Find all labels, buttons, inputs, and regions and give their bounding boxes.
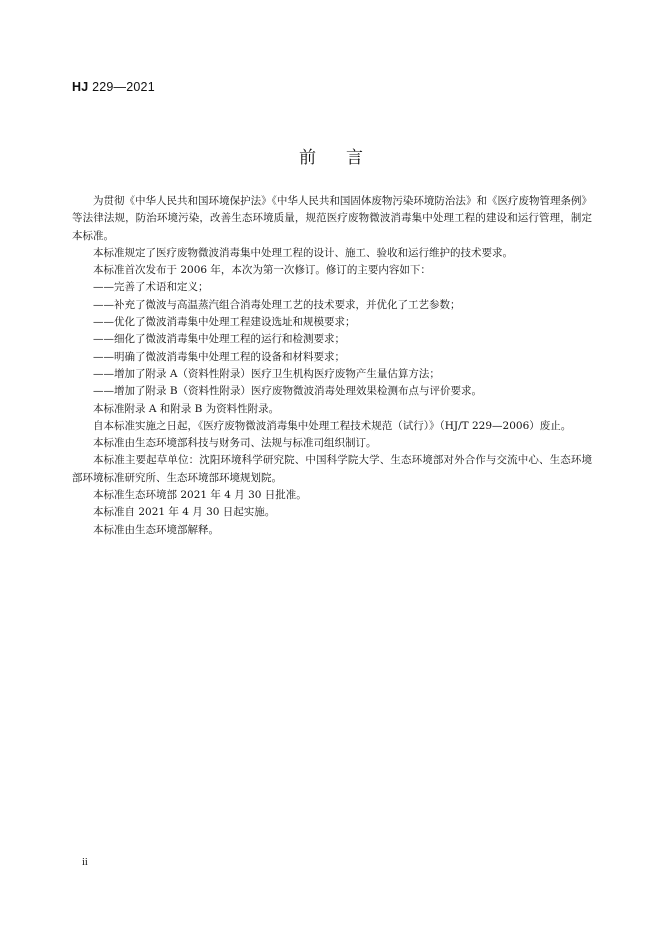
- revision-item: ——明确了微波消毒集中处理工程的设备和材料要求；: [93, 350, 345, 363]
- paragraph-revision-intro: 本标准首次发布于 2006 年，本次为第一次修订。修订的主要内容如下：: [93, 264, 431, 277]
- standard-code-prefix: HJ: [72, 80, 89, 94]
- paragraph-interpretation: 本标准由生态环境部解释。: [93, 523, 219, 536]
- paragraph-organizer: 本标准由生态环境部科技与财务司、法规与标准司组织制订。: [93, 437, 377, 450]
- revision-item: ——细化了微波消毒集中处理工程的运行和检测要求；: [93, 333, 345, 346]
- foreword-body: [72, 193, 592, 539]
- standard-code-number: 229—2021: [92, 80, 155, 94]
- standard-code: [72, 80, 155, 94]
- revision-item: ——增加了附录 A（资料性附录）医疗卫生机构医疗废物产生量估算方法；: [93, 367, 440, 380]
- paragraph-effective: 本标准自 2021 年 4 月 30 日起实施。: [93, 506, 276, 519]
- paragraph-scope: 本标准规定了医疗废物微波消毒集中处理工程的设计、施工、验收和运行维护的技术要求。: [93, 246, 513, 259]
- page-title: 前言: [299, 148, 393, 168]
- revision-item: ——增加了附录 B（资料性附录）医疗废物微波消毒处理效果检测布点与评价要求。: [93, 385, 483, 398]
- paragraph-approval: 本标准生态环境部 2021 年 4 月 30 日批准。: [93, 489, 307, 502]
- paragraph-purpose: 为贯彻《中华人民共和国环境保护法》《中华人民共和国固体废物污染环境防治法》和《医疗废物管理条例》等法律法规，防治环境污染，改善生态环境质量，规范医疗废物微波消毒集中处理工程的建设和运行管理，制定本标准。: [72, 195, 592, 242]
- revision-item: ——优化了微波消毒集中处理工程建设选址和规模要求；: [93, 316, 356, 329]
- paragraph-repeal: 自本标准实施之日起，《医疗废物微波消毒集中处理工程技术规范（试行）》（HJ/T 229—2006）废止。: [93, 419, 572, 432]
- page-number: ii: [82, 857, 88, 868]
- revision-item: ——完善了术语和定义；: [93, 281, 209, 294]
- paragraph-drafters: 本标准主要起草单位：沈阳环境科学研究院、中国科学院大学、生态环境部对外合作与交流中心、生态环境部环境标准研究所、生态环境部环境规划院。: [72, 454, 592, 484]
- revision-item: ——补充了微波与高温蒸汽组合消毒处理工艺的技术要求，并优化了工艺参数；: [93, 298, 461, 311]
- paragraph-appendix: 本标准附录 A 和附录 B 为资料性附录。: [93, 402, 280, 415]
